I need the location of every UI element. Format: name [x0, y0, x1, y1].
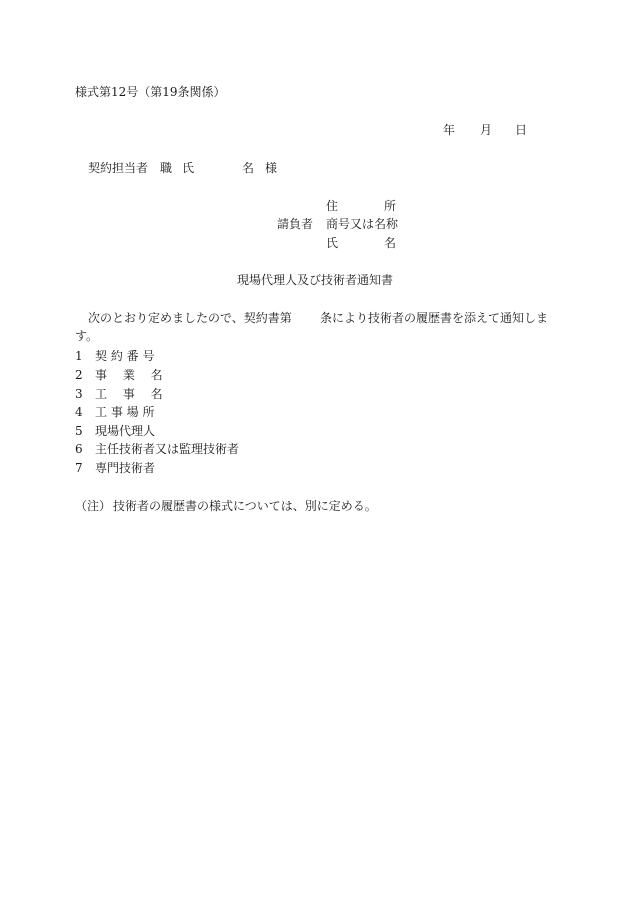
- item-label: 工 事 場 所: [95, 405, 155, 419]
- item-number: 2: [75, 368, 83, 382]
- body-line-1b: 条により技術者の履歴書を添えて通知しま: [320, 311, 549, 325]
- note-text: 技術者の履歴書の様式については、別に定める。: [113, 499, 377, 513]
- contractor-address-1: 住: [326, 199, 339, 213]
- date-month-label: 月: [480, 123, 493, 137]
- contractor-name-1: 氏: [326, 236, 339, 250]
- item-number: 4: [75, 405, 83, 419]
- item-label: 工 事 名: [95, 387, 163, 401]
- item-label: 現場代理人: [95, 424, 156, 438]
- item-number: 5: [75, 424, 83, 438]
- date-day-label: 日: [515, 123, 528, 137]
- item-number: 7: [75, 461, 83, 475]
- item-label: 主任技術者又は監理技術者: [95, 442, 240, 456]
- body-line-2: す。: [75, 329, 99, 343]
- addressee-suffix: 様: [265, 161, 278, 175]
- item-number: 6: [75, 442, 83, 456]
- note-marker: （注）: [75, 499, 112, 513]
- body-line-1a: 次のとおり定めましたので、契約書第: [88, 311, 292, 325]
- item-label: 事 業 名: [95, 368, 163, 382]
- addressee-title: 職: [160, 161, 173, 175]
- addressee-name-2: 名: [242, 161, 255, 175]
- item-label: 契 約 番 号: [95, 349, 155, 363]
- item-label: 専門技術者: [95, 461, 156, 475]
- document-title: 現場代理人及び技術者通知書: [237, 273, 394, 287]
- item-number: 1: [75, 349, 83, 363]
- contractor-address-2: 所: [384, 199, 397, 213]
- contractor-name-2: 名: [384, 236, 397, 250]
- addressee-prefix: 契約担当者: [88, 161, 149, 175]
- contractor-company: 商号又は名称: [326, 217, 399, 231]
- addressee-name-1: 氏: [182, 161, 195, 175]
- item-number: 3: [75, 387, 83, 401]
- form-number: 様式第12号（第19条関係）: [75, 85, 226, 99]
- contractor-role: 請負者: [277, 217, 314, 231]
- date-year-label: 年: [443, 123, 456, 137]
